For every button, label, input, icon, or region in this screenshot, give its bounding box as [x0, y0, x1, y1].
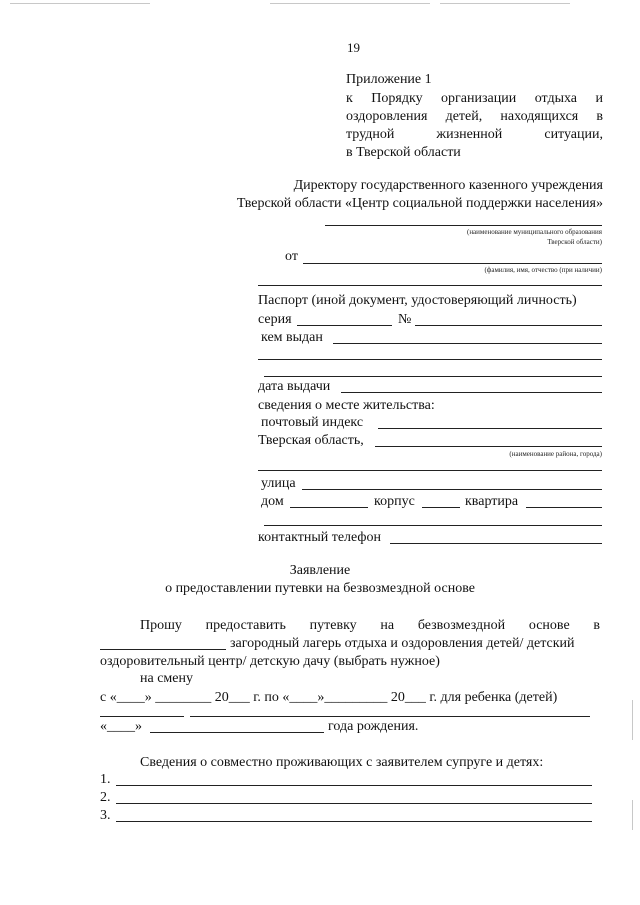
- region-field[interactable]: [375, 446, 602, 447]
- phone-field[interactable]: [390, 543, 602, 544]
- street-label: улица: [261, 476, 296, 491]
- scan-artifact: [440, 3, 570, 4]
- body-line-1: Прошу предоставить путевку на безвозмездной основе в: [140, 618, 600, 633]
- region-label: Тверская область,: [258, 433, 364, 448]
- apartment-field[interactable]: [526, 507, 602, 508]
- page-number: 19: [347, 40, 360, 55]
- child-name-field-2[interactable]: [190, 716, 590, 717]
- statement-title: Заявление: [289, 563, 351, 578]
- issue-date-label: дата выдачи: [258, 379, 331, 394]
- issue-date-field[interactable]: [341, 392, 602, 393]
- house-label: дом: [261, 494, 284, 509]
- hint-municipality-1: (наименование муниципального образования: [466, 228, 602, 236]
- building-label: корпус: [374, 494, 415, 509]
- family-item-2-field[interactable]: [116, 803, 592, 804]
- family-item-3-field[interactable]: [116, 821, 592, 822]
- body-line-3: оздоровительный центр/ детскую дачу (выбрать нужное): [100, 654, 440, 669]
- region-field-2[interactable]: [258, 470, 602, 471]
- camp-field[interactable]: [100, 649, 226, 650]
- from-field[interactable]: [303, 263, 602, 264]
- hint-district: (наименование района, города): [509, 450, 602, 458]
- family-title: Сведения о совместно проживающих с заявителем супруге и детях:: [140, 755, 544, 770]
- appendix-line-1: к Порядку организации отдыха и: [346, 91, 603, 106]
- child-name-field[interactable]: [100, 716, 184, 717]
- issued-by-label: кем выдан: [261, 330, 323, 345]
- addressee-line-1: Директору государственного казенного учреждения: [293, 178, 603, 193]
- residence-label: сведения о месте жительства:: [258, 398, 435, 413]
- hint-municipality-2: Тверской области): [547, 238, 602, 246]
- from-field-2[interactable]: [258, 285, 602, 286]
- family-item-1-field[interactable]: [116, 785, 592, 786]
- family-item-1-number: 1.: [100, 772, 111, 787]
- house-field[interactable]: [290, 507, 368, 508]
- family-item-3-number: 3.: [100, 808, 111, 823]
- number-label: №: [398, 312, 412, 327]
- address-field-2[interactable]: [264, 525, 602, 526]
- body-line-6-suffix: года рождения.: [328, 719, 419, 734]
- addressee-line-2: Тверской области «Центр социальной поддержки населения»: [236, 196, 603, 211]
- from-label: от: [285, 249, 298, 264]
- appendix-line-3: трудной жизненной ситуации,: [346, 127, 603, 142]
- municipality-field[interactable]: [325, 225, 602, 226]
- passport-label: Паспорт (иной документ, удостоверяющий личность): [258, 293, 577, 308]
- child-dob-field[interactable]: [150, 732, 324, 733]
- issued-by-field-3[interactable]: [264, 376, 602, 377]
- scan-artifact: [632, 700, 633, 740]
- body-line-6-dob: «____»: [100, 719, 142, 734]
- appendix-title: Приложение 1: [346, 72, 432, 87]
- appendix-line-2: оздоровления детей, находящихся в: [346, 109, 603, 124]
- body-line-5: с «____» ________ 20___ г. по «____»_________ 20___ г. для ребенка (детей): [100, 690, 558, 705]
- scan-artifact: [632, 800, 633, 830]
- body-line-2: загородный лагерь отдыха и оздоровления детей/ детский: [230, 636, 575, 651]
- scan-artifact: [270, 3, 430, 4]
- family-item-2-number: 2.: [100, 790, 111, 805]
- apartment-label: квартира: [465, 494, 519, 509]
- issued-by-field[interactable]: [333, 343, 602, 344]
- statement-subtitle: о предоставлении путевки на безвозмездной основе: [165, 581, 475, 596]
- number-field[interactable]: [415, 325, 602, 326]
- body-line-4: на смену: [140, 671, 193, 686]
- building-field[interactable]: [422, 507, 460, 508]
- street-field[interactable]: [302, 489, 602, 490]
- series-field[interactable]: [297, 325, 392, 326]
- postal-field[interactable]: [378, 428, 602, 429]
- series-label: серия: [258, 312, 292, 327]
- postal-label: почтовый индекс: [261, 415, 364, 430]
- issued-by-field-2[interactable]: [258, 359, 602, 360]
- hint-fio: (фамилия, имя, отчество (при наличии): [484, 266, 602, 274]
- scan-artifact: [10, 3, 150, 4]
- appendix-line-4: в Тверской области: [346, 145, 461, 160]
- phone-label: контактный телефон: [258, 530, 381, 545]
